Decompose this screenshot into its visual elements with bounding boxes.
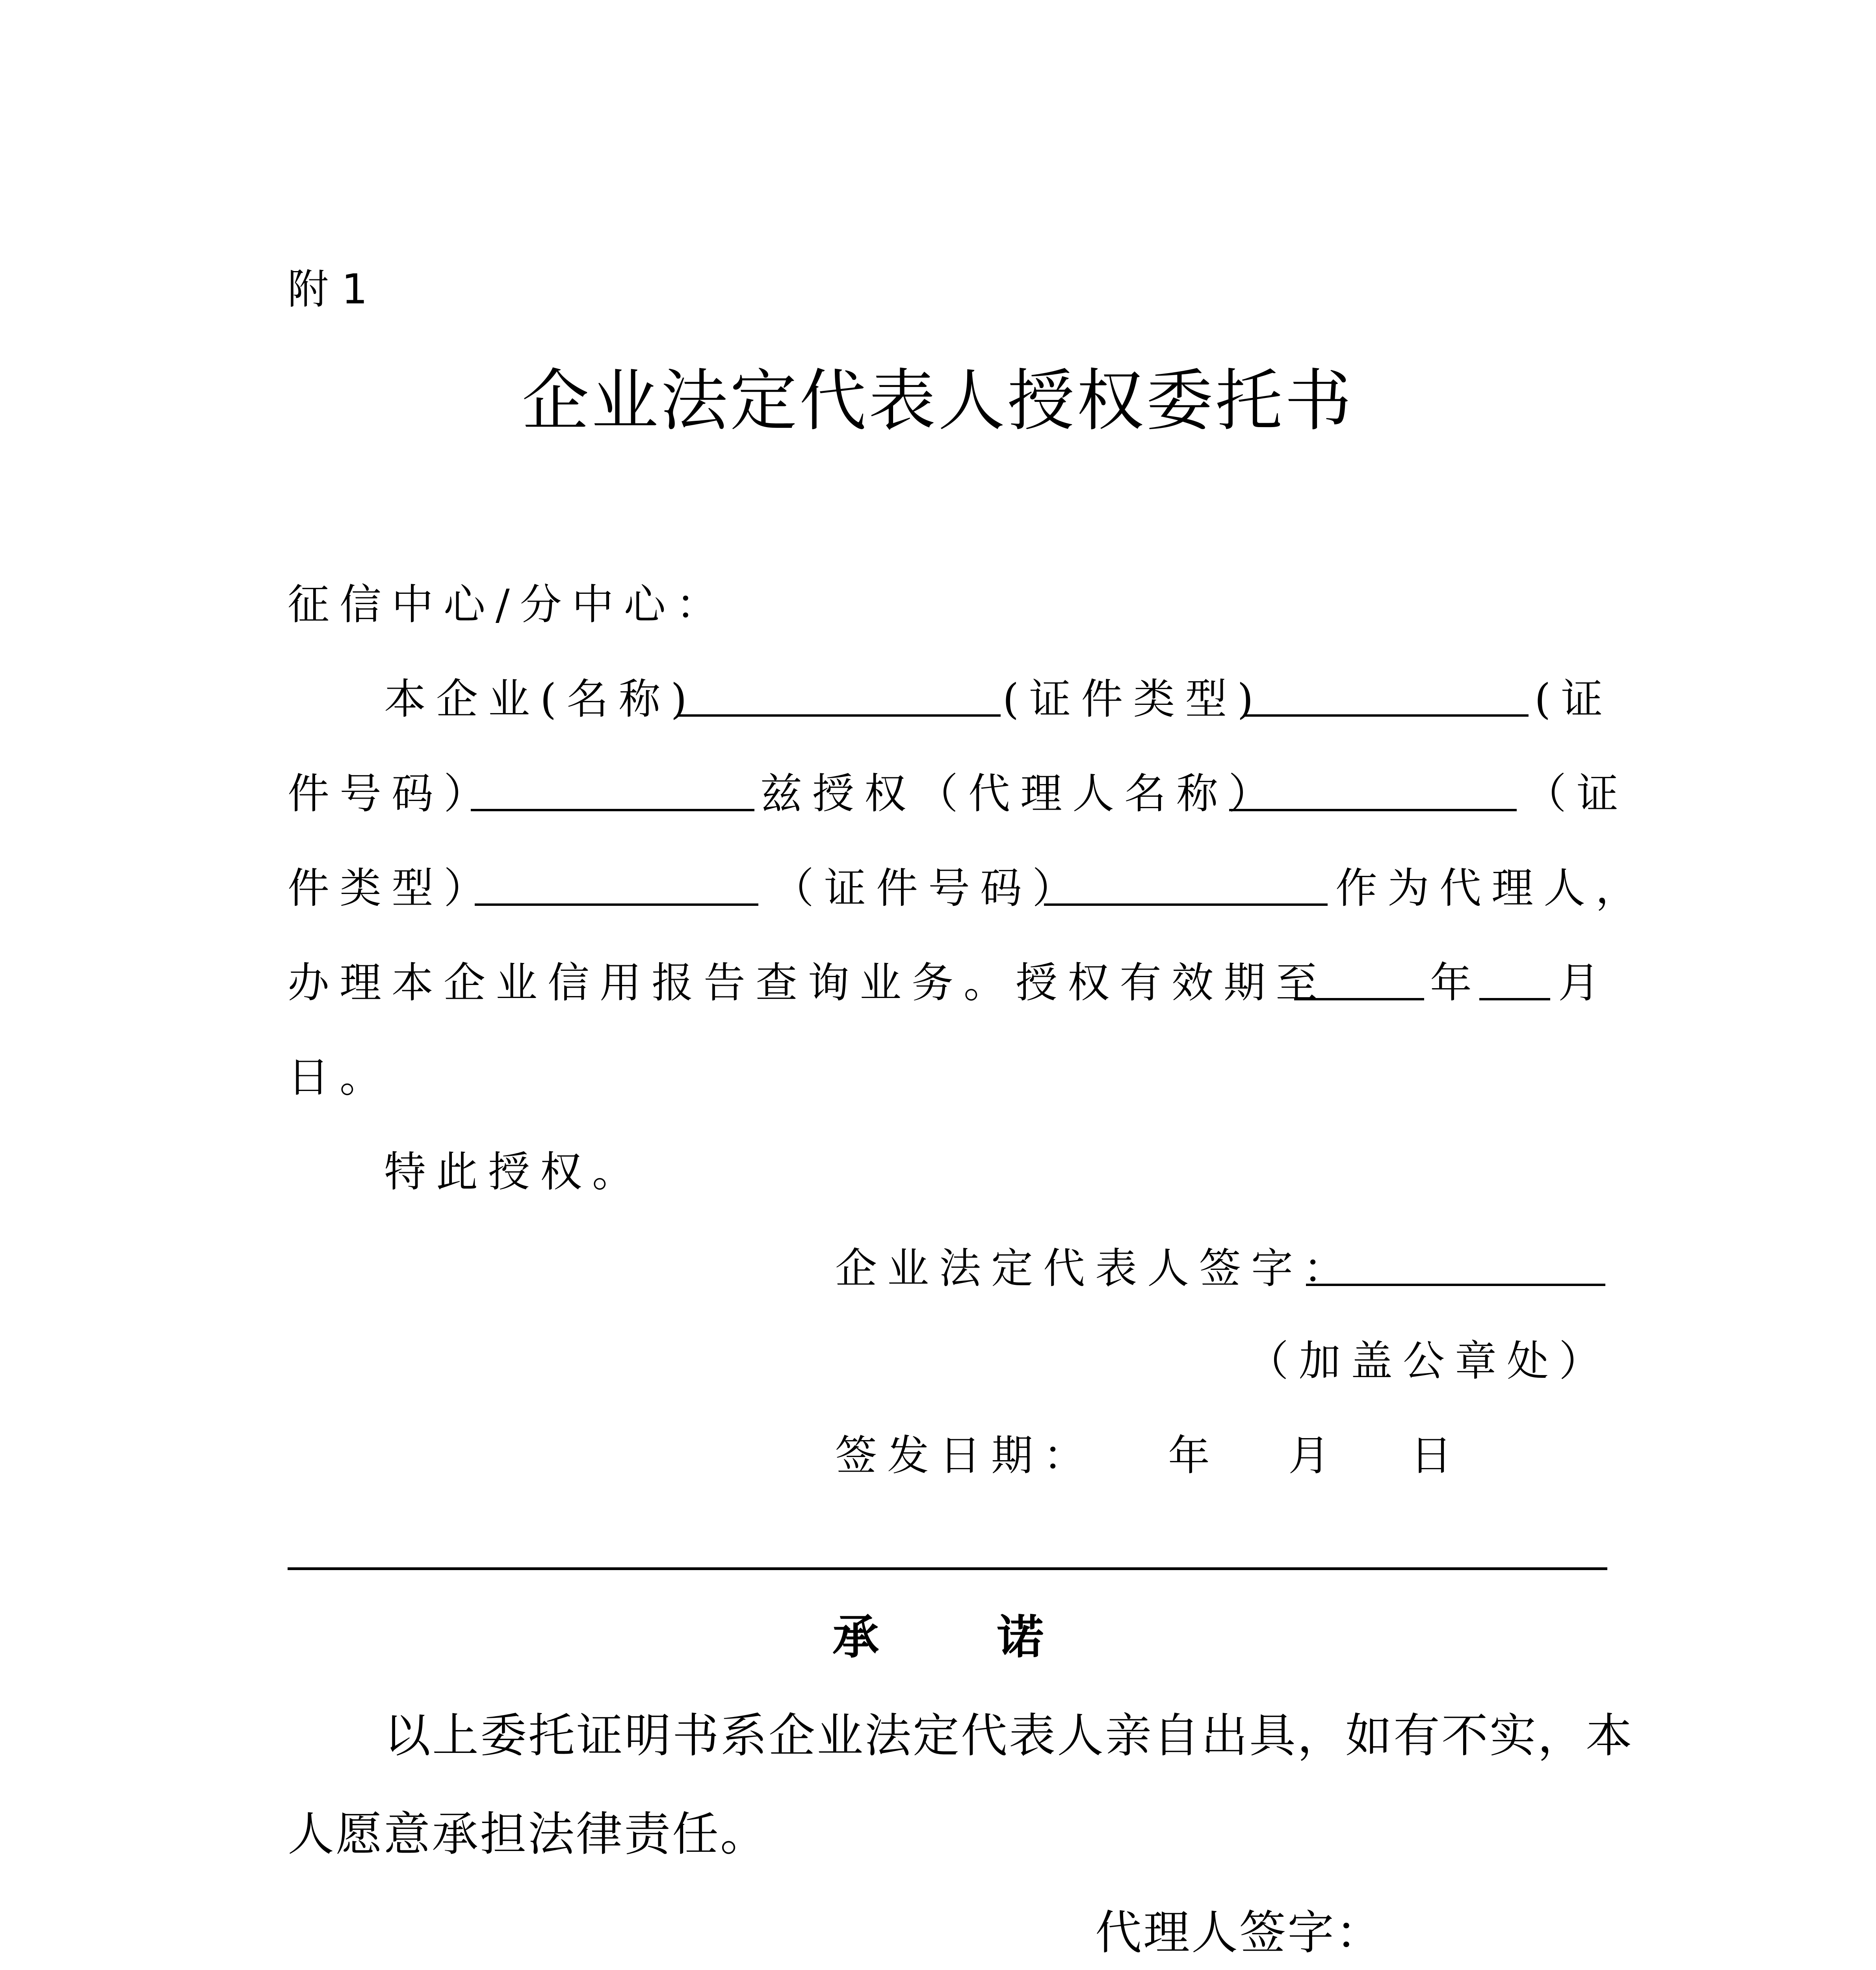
seal-note: （加盖公章处） [1247, 1337, 1611, 1385]
valid-month-field[interactable] [1479, 952, 1550, 1000]
id-type-label-2b: 件类型） [288, 864, 496, 913]
enterprise-id-number-field[interactable] [471, 762, 754, 811]
agent-id-type-field[interactable] [475, 857, 758, 906]
id-type-label-1: (证件类型) [1003, 675, 1264, 723]
commitment-title-left: 承 [832, 1609, 879, 1664]
issue-day-label: 日 [1410, 1431, 1462, 1480]
enterprise-id-type-field[interactable] [1245, 668, 1529, 717]
id-number-label-1a: (证 [1534, 675, 1613, 723]
document-title: 企业法定代表人授权委托书 [522, 362, 1354, 440]
enterprise-name-label: 本企业(名称) [384, 675, 697, 723]
id-number-label-1b: 件号码） [288, 769, 496, 818]
hereby-authorize-label: 兹授权（代理人名称） [760, 769, 1280, 818]
legal-rep-signature-field[interactable] [1306, 1237, 1605, 1286]
agent-signature-label: 代理人签字： [1095, 1905, 1384, 1960]
annex-label: 附 1 [288, 265, 368, 313]
issue-month-label: 月 [1288, 1431, 1340, 1480]
valid-month-label: 月 [1558, 959, 1610, 1007]
business-text: 办理本企业信用报告查询业务。授权有效期至 [288, 959, 1328, 1007]
as-agent-text: 作为代理人， [1335, 864, 1648, 913]
closing-text: 特此授权。 [384, 1148, 644, 1196]
valid-day-label: 日。 [288, 1053, 392, 1102]
agent-id-number-field[interactable] [1044, 857, 1328, 906]
legal-rep-signature-label: 企业法定代表人签字： [835, 1244, 1355, 1293]
section-divider [288, 1567, 1607, 1570]
agent-name-field[interactable] [1229, 762, 1517, 811]
commitment-line-2: 人愿意承担法律责任。 [288, 1807, 769, 1861]
issue-date-label: 签发日期： [835, 1431, 1095, 1480]
issue-year-label: 年 [1168, 1431, 1220, 1480]
valid-year-field[interactable] [1294, 952, 1424, 1000]
id-type-label-2a: （证 [1525, 769, 1629, 818]
id-number-label-2: （证件号码） [772, 864, 1084, 913]
commitment-line-1: 以上委托证明书系企业法定代表人亲自出具，如有不实，本 [384, 1708, 1634, 1763]
valid-year-label: 年 [1430, 959, 1482, 1007]
commitment-title [0, 1600, 1876, 1667]
enterprise-name-field[interactable] [678, 668, 1001, 717]
salutation: 征信中心/分中心： [288, 580, 728, 629]
commitment-title-right: 诺 [997, 1609, 1044, 1664]
